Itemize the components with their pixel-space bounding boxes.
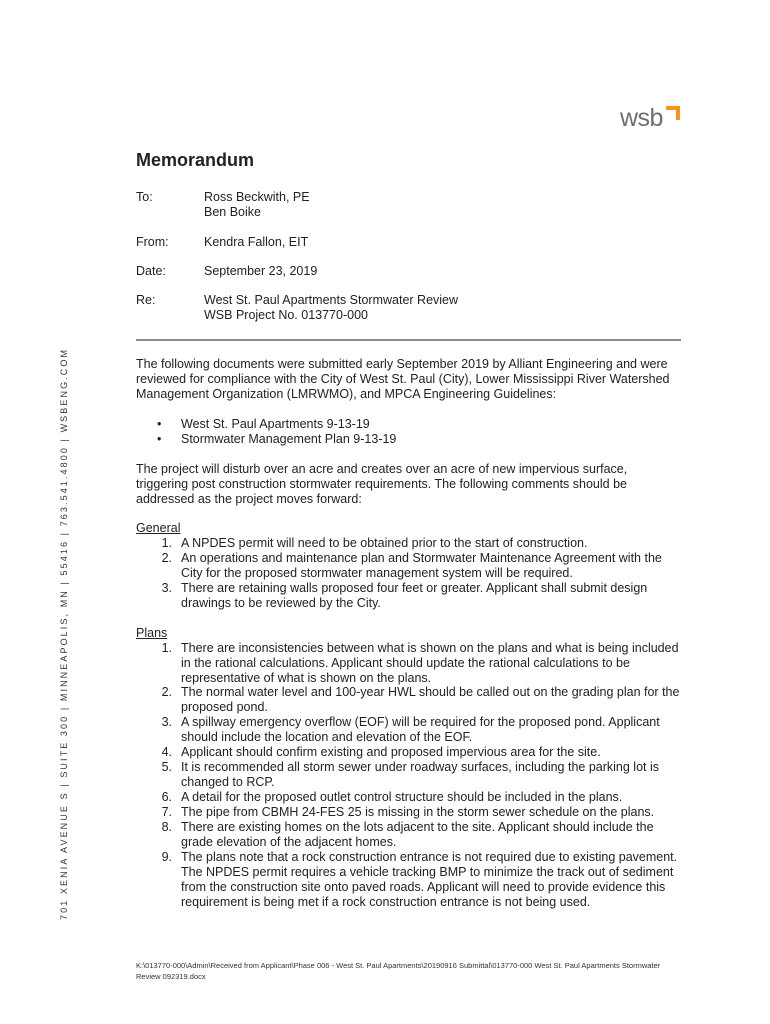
item-text: The pipe from CBMH 24-FES 25 is missing in the storm sewer schedule on the plans.	[181, 805, 655, 819]
re-label: Re:	[136, 293, 156, 307]
from-label: From:	[136, 235, 169, 249]
logo-chevron-icon	[664, 106, 682, 122]
logo-text: wsb	[620, 104, 663, 132]
general-heading: General	[136, 521, 181, 535]
item-text: A NPDES permit will need to be obtained prior to the start of construction.	[181, 536, 588, 550]
wsb-logo	[620, 104, 684, 136]
to-recipient-1: Ross Beckwith, PE	[204, 190, 310, 204]
document-label: West St. Paul Apartments 9-13-19	[181, 417, 370, 431]
document-label: Stormwater Management Plan 9-13-19	[181, 432, 397, 446]
re-project-number: WSB Project No. 013770-000	[204, 308, 368, 322]
item-text: A spillway emergency overflow (EOF) will be required for the proposed pond. Applicant should include the location and elevation of the EOF.	[181, 715, 660, 744]
item-text: Applicant should confirm existing and proposed impervious area for the site.	[181, 745, 601, 759]
item-text: The plans note that a rock construction entrance is not required due to existing pavement. The NPDES permit requires a vehicle tracking BMP to minimize the track out of sediment from the construction site onto paved roads. Applicant will need to provide evidence this requirement is being met if a rock construction entrance is not being used.	[181, 850, 678, 909]
item-number: 7.	[161, 805, 172, 819]
summary-paragraph: The project will disturb over an acre and creates over an acre of new impervious surface, triggering post construction stormwater requirements. The following comments should be addressed as the project moves forward:	[136, 462, 628, 506]
item-number: 5.	[161, 760, 172, 774]
item-text: The normal water level and 100-year HWL should be called out on the grading plan for the proposed pond.	[181, 685, 680, 714]
item-number: 2.	[161, 551, 172, 565]
memo-title: Memorandum	[136, 150, 255, 170]
from-value: Kendra Fallon, EIT	[204, 235, 309, 249]
bullet-icon: •	[157, 417, 162, 431]
date-value: September 23, 2019	[204, 264, 318, 278]
header-divider	[136, 339, 681, 341]
date-label: Date:	[136, 264, 166, 278]
bullet-icon: •	[157, 432, 162, 446]
item-number: 8.	[161, 820, 172, 834]
item-text: There are inconsistencies between what is shown on the plans and what is being included in the rational calculations. Applicant should update the rational calculations to be representative of what is shown on the plans.	[181, 641, 679, 685]
item-number: 3.	[161, 581, 172, 595]
to-recipient-2: Ben Boike	[204, 205, 261, 219]
plans-heading: Plans	[136, 626, 168, 640]
item-text: An operations and maintenance plan and Stormwater Maintenance Agreement with the City for the proposed stormwater management system will be required.	[181, 551, 662, 580]
re-subject: West St. Paul Apartments Stormwater Review	[204, 293, 459, 307]
item-text: There are existing homes on the lots adjacent to the site. Applicant should include the grade elevation of the adjacent homes.	[181, 820, 654, 849]
item-number: 4.	[161, 745, 172, 759]
item-number: 6.	[161, 790, 172, 804]
item-text: There are retaining walls proposed four feet or greater. Applicant shall submit design drawings to be reviewed by the City.	[181, 581, 648, 610]
intro-paragraph: The following documents were submitted early September 2019 by Alliant Engineering and were reviewed for compliance with the City of West St. Paul (City), Lower Mississippi River Watershed Management Organization (LMRWMO), and MPCA Engineering Guidelines:	[136, 357, 670, 401]
item-text: A detail for the proposed outlet control structure should be included in the plans.	[181, 790, 623, 804]
item-number: 1.	[161, 536, 172, 550]
item-number: 2.	[161, 685, 172, 699]
to-label: To:	[136, 190, 153, 204]
item-number: 9.	[161, 850, 172, 864]
item-text: It is recommended all storm sewer under roadway surfaces, including the parking lot is changed to RCP.	[181, 760, 659, 789]
item-number: 3.	[161, 715, 172, 729]
sidebar-address: 701 XENIA AVENUE S | SUITE 300 | MINNEAPOLIS, MN | 55416 | 763.541.4800 | WSBENG.COM	[59, 347, 69, 920]
item-number: 1.	[161, 641, 172, 655]
footer-file-path: K:\013770-000\Admin\Received from Applicant\Phase 006 - West St. Paul Apartments\20190916 Submittal\013770-000 West St. Paul Apartments Stormwater Review 092319.docx	[136, 961, 661, 981]
